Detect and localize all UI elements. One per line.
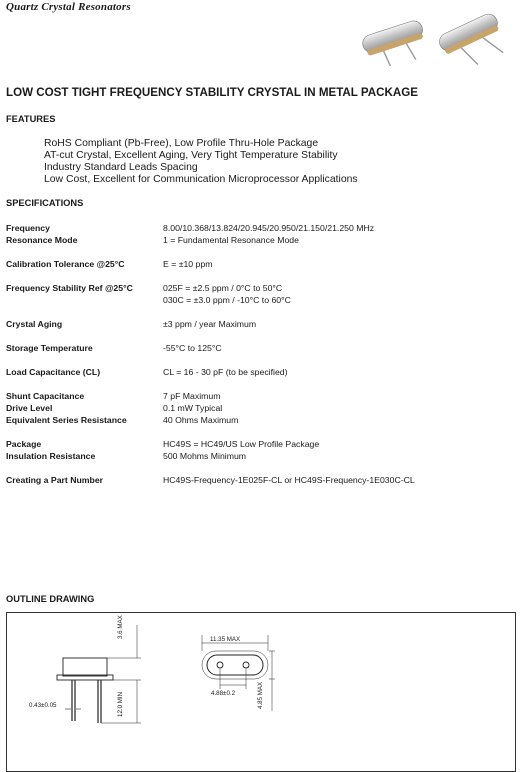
spec-label: Resonance Mode	[6, 235, 78, 245]
spec-label: Storage Temperature	[6, 343, 93, 353]
feature-item: RoHS Compliant (Pb-Free), Low Profile Thru-Hole Package	[44, 138, 319, 149]
spec-value: 1 = Fundamental Resonance Mode	[163, 235, 299, 245]
spec-label: Frequency	[6, 223, 50, 233]
feature-item: AT-cut Crystal, Excellent Aging, Very Tight Temperature Stability	[44, 150, 338, 161]
dim-depth-max: 4.85 MAX	[257, 681, 264, 709]
features-heading: FEATURES	[6, 114, 56, 124]
spec-value: 40 Ohms Maximum	[163, 415, 239, 425]
spec-value: HC49S = HC49/US Low Profile Package	[163, 439, 320, 449]
spec-value: 500 Mohms Minimum	[163, 451, 247, 461]
spec-label: Equivalent Series Resistance	[6, 415, 127, 425]
spec-label: Package	[6, 439, 42, 449]
spec-value: 0.1 mW Typical	[163, 403, 223, 413]
spec-value: -55°C to 125°C	[163, 343, 222, 353]
spec-label: Insulation Resistance	[6, 451, 96, 461]
spec-label: Creating a Part Number	[6, 475, 104, 485]
spec-value: HC49S-Frequency-1E025F-CL or HC49S-Frequency-1E030C-CL	[163, 475, 415, 485]
dim-pitch: 4.88±0.2	[211, 690, 236, 697]
spec-label: Crystal Aging	[6, 319, 63, 329]
crystal-photo	[352, 8, 522, 66]
spec-value: 030C = ±3.0 ppm / -10°C to 60°C	[163, 295, 291, 305]
outline-drawing	[6, 612, 516, 772]
product-title: LOW COST TIGHT FREQUENCY STABILITY CRYSTAL IN METAL PACKAGE	[6, 86, 419, 99]
dim-lead-min: 12.0 MIN	[117, 691, 124, 717]
spec-value: CL = 16 - 30 pF (to be specified)	[163, 367, 288, 377]
spec-label: Shunt Capacitance	[6, 391, 85, 401]
spec-value: 025F = ±2.5 ppm / 0°C to 50°C	[163, 283, 283, 293]
spec-value: 7 pF Maximum	[163, 391, 221, 401]
header-title: Quartz Crystal Resonators	[6, 1, 131, 13]
feature-item: Low Cost, Excellent for Communication Microprocessor Applications	[44, 174, 358, 185]
feature-item: Industry Standard Leads Spacing	[44, 162, 198, 173]
spec-label: Calibration Tolerance @25°C	[6, 259, 125, 269]
specifications-heading: SPECIFICATIONS	[6, 198, 84, 208]
outline-heading: OUTLINE DRAWING	[6, 594, 95, 604]
spec-value: ±3 ppm / year Maximum	[163, 319, 257, 329]
spec-label: Frequency Stability Ref @25°C	[6, 283, 133, 293]
dim-width-max: 11.35 MAX	[210, 636, 241, 643]
spec-label: Load Capacitance (CL)	[6, 367, 101, 377]
spec-label: Drive Level	[6, 403, 53, 413]
dim-height-max: 3.6 MAX	[117, 615, 124, 639]
spec-value: 8.00/10.368/13.824/20.945/20.950/21.150/21.250 MHz	[163, 223, 375, 233]
spec-value: E = ±10 ppm	[163, 259, 213, 269]
dim-lead-dia: 0.43±0.05	[29, 702, 57, 709]
